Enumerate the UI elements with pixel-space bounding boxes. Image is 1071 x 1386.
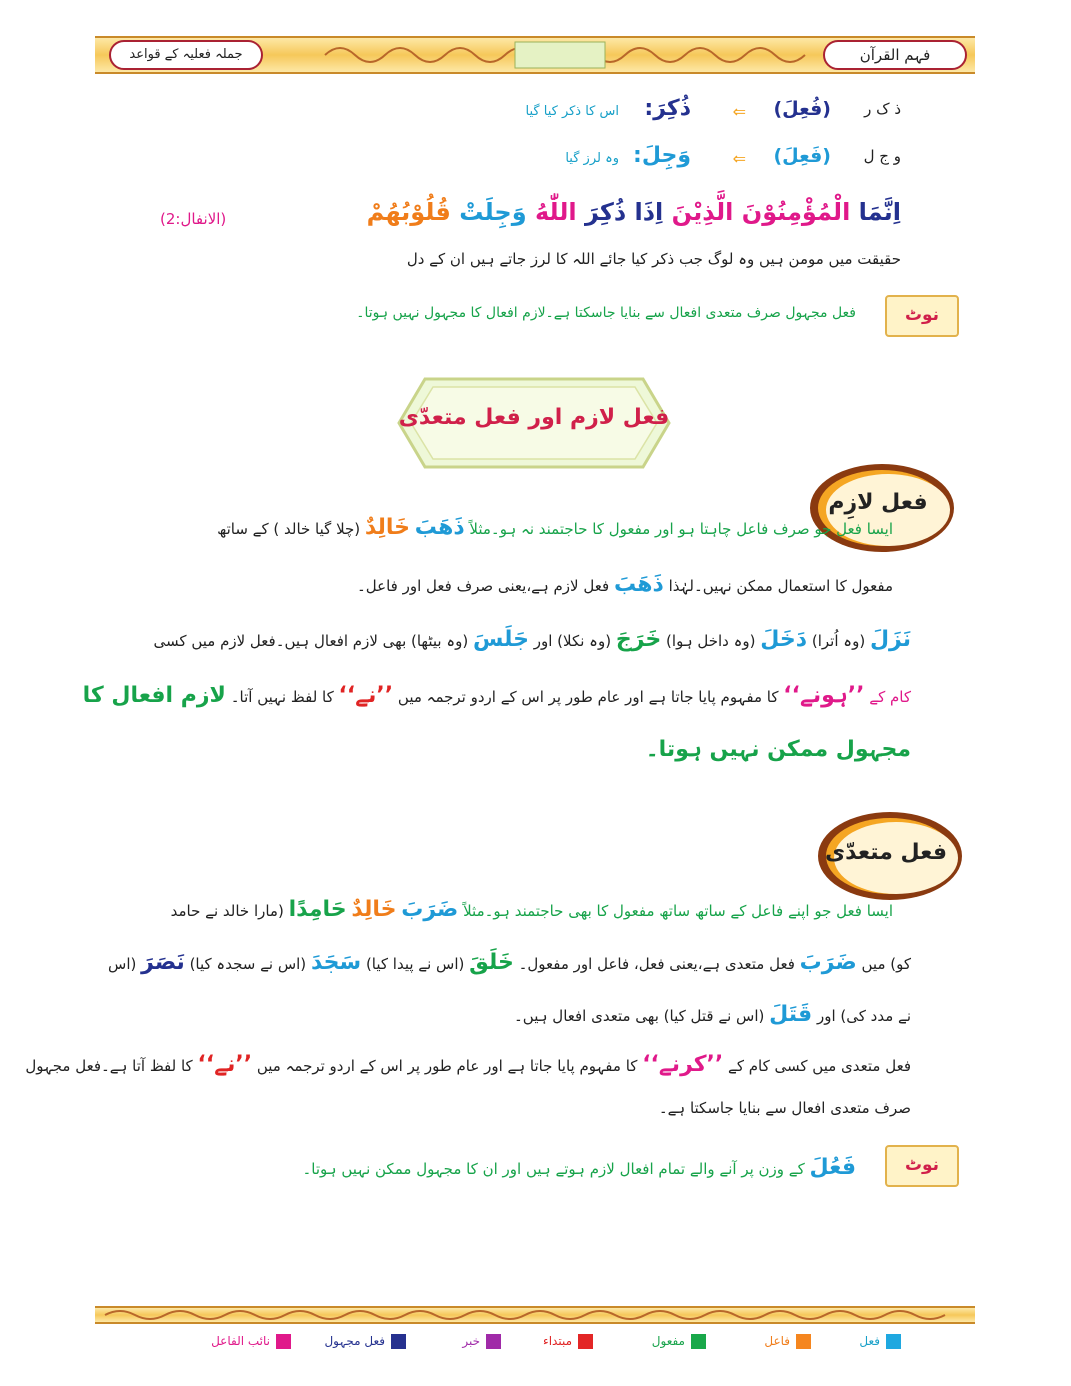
- text: صرف متعدی افعال سے بنایا جاسکتا ہے۔: [658, 1099, 911, 1117]
- text: (وہ داخل ہوا): [666, 632, 756, 650]
- fel-word: ذَھَبَ: [613, 572, 664, 597]
- fael-word: خَالِدٌ: [351, 897, 397, 922]
- verse-reference: (الانفال:2): [160, 210, 227, 228]
- verse-word: وَجِلَتْ: [459, 198, 527, 226]
- section-banner: [395, 375, 673, 471]
- note-1-body: فعل مجہول صرف متعدی افعال سے بنایا جاسکتا ہے۔لازم افعال کا مجہول نہیں ہوتا۔: [356, 305, 856, 321]
- verse-word: ذُكِرَ: [584, 198, 627, 226]
- legend-item: [543, 1334, 593, 1349]
- legend-item: [764, 1334, 811, 1349]
- text: فعل لازم ہے،یعنی صرف فعل اور فاعل۔: [357, 577, 610, 595]
- note-tag: نوٹ: [885, 295, 959, 337]
- fel-word: قَتَلَ: [769, 1002, 813, 1027]
- lazim-line-1: [217, 515, 893, 540]
- lazim-badge: [798, 458, 958, 556]
- note-2-text: [303, 1155, 857, 1180]
- text: ایسا فعل جو اپنے فاعل کے ساتھ ساتھ مفعول کا بھی حاجتمند ہو۔مثلاً: [463, 902, 893, 920]
- emphasis: ’’کرنے‘‘: [642, 1052, 724, 1077]
- fel-word: دَخَلَ: [760, 627, 808, 652]
- legend-item: [324, 1334, 406, 1349]
- example-word: وَجِلَ:: [633, 143, 691, 168]
- verse-word: اِذَا: [634, 198, 664, 226]
- color-swatch: [578, 1334, 593, 1349]
- fel-word: نَزَلَ: [869, 627, 911, 652]
- legend-item: [652, 1334, 706, 1349]
- text: کا مفہوم پایا جاتا ہے اور عام طور پر اس کے اردو ترجمہ میں: [256, 1057, 638, 1075]
- color-swatch: [886, 1334, 901, 1349]
- text: (وہ نکلا) اور: [533, 632, 612, 650]
- mutaaddi-line-3: [514, 1002, 911, 1027]
- legend-label: خبر: [462, 1334, 480, 1348]
- section-banner-title: فعل لازم اور فعل متعدّی: [398, 405, 670, 430]
- emphasis: ’’ہونے‘‘: [783, 683, 865, 708]
- lazim-line-4: [82, 683, 911, 708]
- text: (وہ بیٹھا) بھی لازم افعال ہیں۔فعل لازم میں کسی: [153, 632, 469, 650]
- emphasis: مجہول ممکن نہیں ہوتا۔: [645, 737, 911, 762]
- verse-word: قُلُوْبُهُمْ: [366, 198, 451, 226]
- text: کا لفظ نہیں آتا۔: [230, 688, 334, 706]
- fel-word: فَعُلَ: [809, 1155, 856, 1180]
- chapter-title: جملہ فعلیہ کے قواعد: [109, 40, 263, 70]
- badge-title: فعل متعدّی: [824, 840, 947, 865]
- fael-word: خَالِدٌ: [364, 515, 411, 540]
- legend-label: مبتداء: [543, 1334, 572, 1348]
- text: کام کے: [869, 688, 911, 706]
- text: کا لفظ آتا ہے۔فعل مجہول: [25, 1057, 193, 1075]
- emphasis: ’’نے‘‘: [338, 683, 394, 708]
- mutaaddi-line-5: [659, 1098, 911, 1118]
- legend-item: [211, 1334, 291, 1349]
- color-swatch: [691, 1334, 706, 1349]
- example-meaning: وہ لرز گیا: [565, 151, 619, 166]
- fel-word: ذَھَبَ: [414, 515, 465, 540]
- fel-word: سَجَدَ: [310, 950, 362, 975]
- root-letters: و ج ل: [863, 147, 901, 165]
- text: فعل متعدی ہے،یعنی فعل، فاعل اور مفعول۔: [518, 955, 795, 973]
- legend-label: مفعول: [651, 1334, 685, 1348]
- example-row-2: [501, 143, 901, 177]
- text: کو) میں: [861, 955, 911, 973]
- footer-ornament-band: [95, 1306, 975, 1324]
- text: کا مفہوم پایا جاتا ہے اور عام طور پر اس کے اردو ترجمہ میں: [397, 688, 779, 706]
- book-title: فہم القرآن: [823, 40, 967, 70]
- verse-word: الَّذِيْنَ: [671, 198, 734, 226]
- legend-item: [859, 1334, 901, 1349]
- text: نے مدد کی) اور: [816, 1007, 911, 1025]
- text: مفعول کا استعمال ممکن نہیں۔لہٰذا: [668, 577, 893, 595]
- arrow-icon: ⇐: [732, 149, 746, 168]
- text: (وہ اُترا): [811, 632, 866, 650]
- fel-word: خَلَقَ: [469, 950, 514, 975]
- verse-word: اِنَّمَا: [858, 198, 901, 226]
- text: (اس نے سجدہ کیا): [189, 955, 307, 973]
- text: (اس: [108, 955, 137, 973]
- text: ایسا فعل جو صرف فاعل چاہتا ہو اور مفعول کا حاجتمند نہ ہو۔مثلاً: [469, 520, 893, 538]
- lazim-line-5: [645, 737, 911, 762]
- legend-label: فعل مجہول: [324, 1334, 385, 1348]
- mutaaddi-line-2: [108, 950, 911, 975]
- note-1-text: [356, 305, 856, 321]
- color-swatch: [276, 1334, 291, 1349]
- legend-label: فعل: [859, 1334, 880, 1348]
- verse-translation: حقیقت میں مومن ہیں وہ لوگ جب ذکر کیا جائے اللہ کا لرز جاتے ہیں ان کے دل: [406, 250, 901, 268]
- example-word: ذُکِرَ:: [644, 96, 691, 121]
- pattern: (فُعِلَ): [773, 98, 831, 120]
- verse-word: الْمُؤْمِنُوْنَ: [741, 198, 851, 226]
- text: (چلا گیا خالد ) کے ساتھ: [217, 520, 361, 538]
- text: (مارا خالد نے حامد: [170, 902, 284, 920]
- color-swatch: [391, 1334, 406, 1349]
- emphasis: لازم افعال کا: [82, 683, 226, 708]
- arrow-icon: ⇐: [732, 102, 746, 121]
- note-2-body: کے وزن پر آنے والے تمام افعال لازم ہوتے ہیں اور ان کا مجہول ممکن نہیں ہوتا۔: [302, 1160, 805, 1178]
- note-tag: نوٹ: [885, 1145, 959, 1187]
- fel-word: خَرَجَ: [615, 627, 662, 652]
- lazim-line-2: [357, 572, 893, 597]
- legend-label: نائب الفاعل: [211, 1334, 270, 1348]
- example-row-1: [501, 96, 901, 130]
- color-swatch: [486, 1334, 501, 1349]
- fel-word: ضَرَبَ: [799, 950, 857, 975]
- fel-word: ضَرَبَ: [401, 897, 459, 922]
- mafool-word: حَامِدًا: [288, 897, 347, 922]
- legend-item: [462, 1334, 501, 1349]
- legend-label: فاعل: [764, 1334, 790, 1348]
- fel-word: نَصَرَ: [141, 950, 185, 975]
- lazim-line-3: [153, 627, 911, 652]
- pattern: (فَعِلَ): [773, 145, 831, 167]
- mutaaddi-line-1: [170, 897, 893, 922]
- emphasis: ’’نے‘‘: [197, 1052, 253, 1077]
- text: (اس نے پیدا کیا): [365, 955, 465, 973]
- mutaaddi-badge: [806, 806, 966, 904]
- quran-verse: [341, 198, 901, 226]
- badge-title: فعل لازِم: [828, 490, 928, 515]
- mutaaddi-line-4: [25, 1052, 911, 1077]
- color-swatch: [796, 1334, 811, 1349]
- text: (اس نے قتل کیا) بھی متعدی افعال ہیں۔: [514, 1007, 765, 1025]
- verse-word: اللّٰهُ: [535, 198, 577, 226]
- scroll-ornament-icon: [95, 1308, 975, 1322]
- root-letters: ذ ک ر: [864, 100, 901, 118]
- text: فعل متعدی میں کسی کام کے: [728, 1057, 911, 1075]
- fel-word: جَلَسَ: [473, 627, 529, 652]
- example-meaning: اس کا ذکر کیا گیا: [525, 104, 619, 119]
- header-ornament-band: [95, 36, 975, 74]
